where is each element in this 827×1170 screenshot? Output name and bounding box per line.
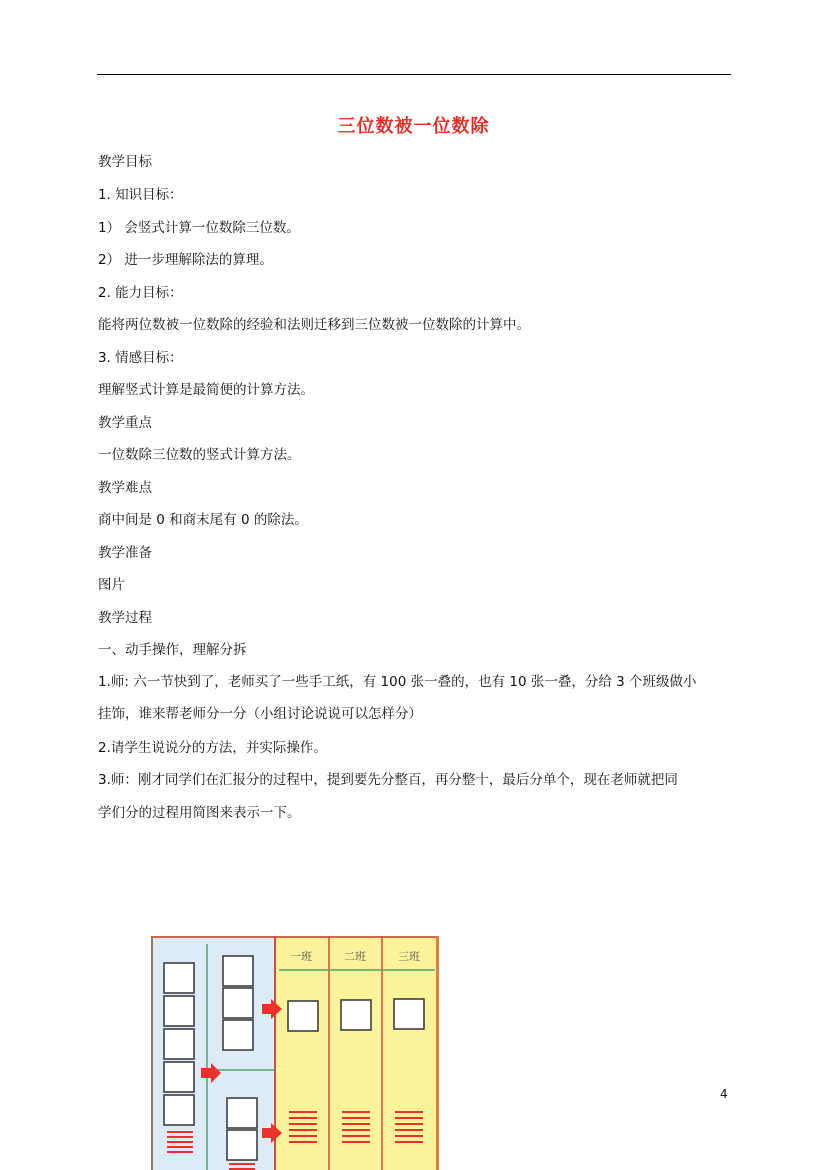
hundred-stacks-left <box>164 963 194 1125</box>
text-line: 教学目标 <box>98 154 152 170</box>
hundred-square <box>164 1062 194 1092</box>
class-hundreds <box>288 999 424 1031</box>
frame-right <box>436 936 439 1170</box>
text-line: 3.师：刚才同学们在汇报分的过程中，提到要先分整百，再分整十，最后分单个，现在老师就把同 <box>98 772 678 788</box>
text-line: 学们分的过程用简图来表示一下。 <box>98 805 301 821</box>
hundred-square <box>223 956 253 986</box>
page-title: 三位数被一位数除 <box>337 116 490 137</box>
right-panel <box>275 936 439 1170</box>
text-line: 教学难点 <box>98 480 152 496</box>
text-line: 能将两位数被一位数除的经验和法则迁移到三位数被一位数除的计算中。 <box>98 317 530 333</box>
text-line: 2.请学生说说分的方法，并实际操作。 <box>98 740 327 756</box>
text-line: 一、动手操作，理解分拆 <box>98 642 247 658</box>
hundred-square <box>164 1095 194 1125</box>
hundred-square <box>164 996 194 1026</box>
text-line: 2） 进一步理解除法的算理。 <box>98 252 273 268</box>
hundred-square <box>227 1098 257 1128</box>
text-line: 2. 能力目标： <box>98 285 183 301</box>
text-line: 1. 知识目标： <box>98 187 183 203</box>
hundred-square <box>164 963 194 993</box>
frame-top <box>151 936 439 938</box>
text-line: 教学重点 <box>98 415 152 431</box>
hundred-square <box>227 1130 257 1160</box>
hundred-square <box>223 988 253 1018</box>
hundred-square <box>341 1000 371 1030</box>
hundred-square <box>288 1001 318 1031</box>
distribution-figure <box>151 936 439 1170</box>
class-label: 三班 <box>398 950 420 963</box>
text-line: 图片 <box>98 577 125 593</box>
header-rule <box>97 74 731 75</box>
class-label: 二班 <box>344 950 366 963</box>
text-line: 1） 会竖式计算一位数除三位数。 <box>98 220 300 236</box>
page-number: 4 <box>720 1087 728 1101</box>
text-line: 教学准备 <box>98 545 152 561</box>
frame-left <box>151 936 153 1170</box>
text-line: 3. 情感目标： <box>98 350 183 366</box>
text-line: 挂饰，谁来帮老师分一分（小组讨论说说可以怎样分） <box>98 706 422 722</box>
text-line: 理解竖式计算是最简便的计算方法。 <box>98 382 314 398</box>
distribution-diagram <box>151 936 439 1170</box>
hundred-square <box>164 1029 194 1059</box>
text-line: 商中间是 0 和商末尾有 0 的除法。 <box>98 512 308 528</box>
hundred-square <box>223 1020 253 1050</box>
hundred-square <box>394 999 424 1029</box>
text-line: 1.师: 六一节快到了，老师买了一些手工纸，有 100 张一叠的，也有 10 张一叠，分给 3 个班级做小 <box>98 674 697 690</box>
text-line: 教学过程 <box>98 610 152 626</box>
text-line: 一位数除三位数的竖式计算方法。 <box>98 447 301 463</box>
class-label: 一班 <box>290 950 312 963</box>
